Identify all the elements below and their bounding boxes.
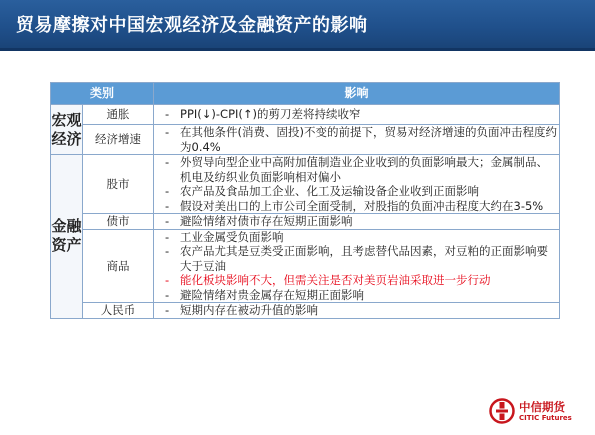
- table-row: [51, 229, 560, 303]
- list-item: - 农产品尤其是豆类受正面影响，且考虑替代品因素，对豆粕的正面影响要大于豆油: [164, 244, 549, 273]
- citic-futures-logo: [489, 395, 581, 427]
- header-category: 类别: [51, 83, 154, 105]
- title-bar: [0, 0, 595, 51]
- table-row: [51, 105, 560, 125]
- group-macro: 宏观经济: [51, 105, 83, 155]
- list-item: - 农产品及食品加工企业、化工及运输设备企业收到正面影响: [164, 184, 480, 198]
- group-finance: 金融资产: [51, 155, 83, 319]
- page-title: 贸易摩擦对中国宏观经济及金融资产的影响: [16, 15, 368, 36]
- highlighted-list-item: - 能化板块影响不大，但需关注是否对美页岩油采取进一步行动: [164, 273, 491, 287]
- category-growth: 经济增速: [83, 125, 154, 155]
- impact-growth: [154, 125, 560, 155]
- category-stocks: 股市: [83, 155, 154, 214]
- list-item: - 假设对美出口的上市公司全面受制，对股指的负面冲击程度大约在3-5%: [164, 198, 544, 213]
- list-item: - 短期内存在被动升值的影响: [164, 303, 319, 317]
- list-item: - PPI(↓)-CPI(↑)的剪刀差将持续收窄: [164, 107, 361, 122]
- list-item: - 外贸导向型企业中高附加值制造业企业收到的负面影响最大；金属制品、机电及纺织业负面影响相对偏小: [164, 155, 549, 184]
- impact-bonds: [154, 214, 560, 230]
- category-bonds: 债市: [83, 214, 154, 230]
- list-item: - 工业金属受负面影响: [164, 229, 284, 244]
- citic-logo-icon: [489, 398, 515, 424]
- table-row: [51, 125, 560, 155]
- table-row: [51, 214, 560, 230]
- list-item: - 在其他条件(消费、固投)不变的前提下，贸易对经济增速的负面冲击程度约为0.4%: [164, 125, 557, 154]
- table-row: [51, 155, 560, 214]
- list-item: - 避险情绪对债市存在短期正面影响: [164, 214, 353, 228]
- impact-table: [50, 82, 560, 319]
- logo-text-en: CITIC Futures: [519, 414, 572, 422]
- category-rmb: 人民币: [83, 303, 154, 319]
- category-inflation: 通胀: [83, 105, 154, 125]
- table-header-row: [51, 83, 560, 105]
- impact-commodities: [154, 229, 560, 303]
- list-item: - 避险情绪对贵金属存在短期正面影响: [164, 287, 365, 302]
- impact-rmb: [154, 303, 560, 319]
- logo-text-cn: 中信期货: [519, 400, 565, 414]
- table-row: [51, 303, 560, 319]
- header-impact: 影响: [154, 83, 560, 105]
- impact-stocks: [154, 155, 560, 214]
- category-commodities: 商品: [83, 229, 154, 303]
- impact-inflation: [154, 105, 560, 125]
